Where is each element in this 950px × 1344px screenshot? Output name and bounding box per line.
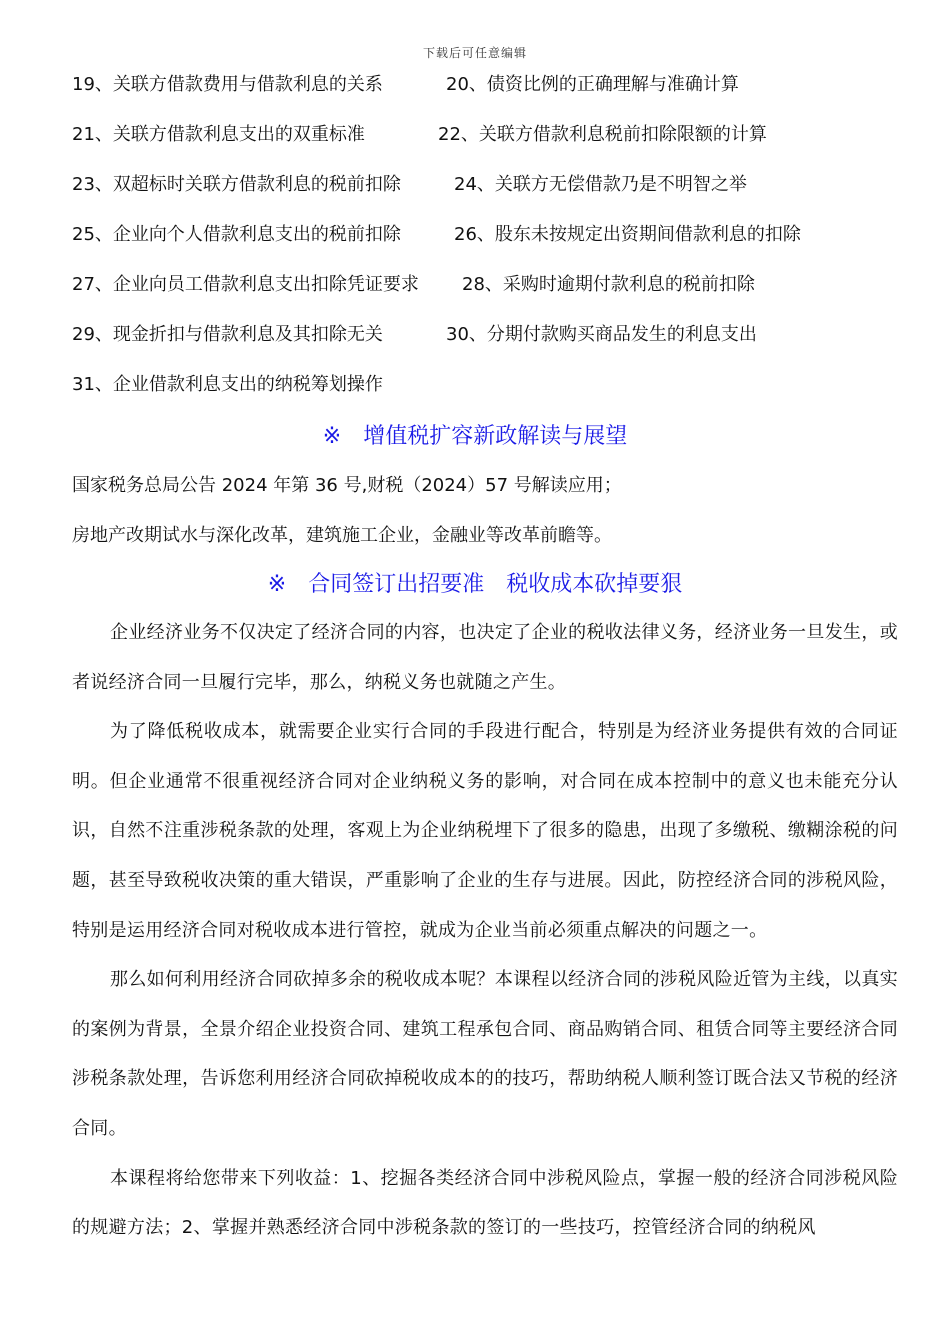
- section-title-contract: ※ 合同签订出招要准 税收成本砍掉要狠: [267, 572, 683, 597]
- outline-item: 24、关联方无偿借款乃是不明智之举: [454, 174, 747, 195]
- outline-item: 21、关联方借款利息支出的双重标准: [72, 124, 365, 145]
- contract-body: [72, 608, 898, 1253]
- outline-item: 22、关联方借款利息税前扣除限额的计算: [438, 124, 767, 145]
- outline-item: 28、采购时逾期付款利息的税前扣除: [462, 274, 755, 295]
- outline-item: 19、关联方借款费用与借款利息的关系: [72, 74, 383, 95]
- header-note: 下载后可任意编辑: [422, 46, 527, 60]
- outline-row: [72, 120, 902, 170]
- outline-row: [72, 220, 902, 270]
- paragraph: 企业经济业务不仅决定了经济合同的内容，也决定了企业的税收法律义务，经济业务一旦发生，或者说经济合同一旦履行完毕，那么，纳税义务也就随之产生。: [72, 622, 898, 693]
- section-title-vat: ※ 增值税扩容新政解读与展望: [322, 424, 628, 449]
- outline-row: [72, 170, 902, 220]
- outline-item: 25、企业向个人借款利息支出的税前扣除: [72, 224, 401, 245]
- paragraph: 为了降低税收成本，就需要企业实行合同的手段进行配合，特别是为经济业务提供有效的合同证明。但企业通常不很重视经济合同对企业纳税义务的影响，对合同在成本控制中的意义也未能充分认识，自然不注重涉税条款的处理，客观上为企业纳税埋下了很多的隐患，出现了多缴税、缴糊涂税的问题，甚至导致税收决策的重大错误，严重影响了企业的生存与进展。因此，防控经济合同的涉税风险，特别是运用经济合同对税收成本进行管控，就成为企业当前必须重点解决的问题之一。: [72, 721, 898, 941]
- outline-item: 27、企业向员工借款利息支出扣除凭证要求: [72, 274, 419, 295]
- paragraph: 本课程将给您带来下列收益：1、挖掘各类经济合同中涉税风险点，掌握一般的经济合同涉税风险的规避方法；2、掌握并熟悉经济合同中涉税条款的签订的一些技巧，控管经济合同的纳税风: [72, 1167, 898, 1239]
- outline-item: 26、股东未按规定出资期间借款利息的扣除: [454, 224, 801, 245]
- outline-item: 23、双超标时关联方借款利息的税前扣除: [72, 174, 401, 195]
- course-outline-list: [72, 70, 902, 420]
- outline-row: [72, 70, 902, 120]
- outline-item: 29、现金折扣与借款利息及其扣除无关: [72, 324, 383, 345]
- outline-row: [72, 270, 902, 320]
- outline-item: 30、分期付款购买商品发生的利息支出: [446, 324, 757, 345]
- outline-row: [72, 320, 902, 370]
- vat-line: 房地产改期试水与深化改革，建筑施工企业，金融业等改革前瞻等。: [72, 525, 612, 546]
- outline-item: 31、企业借款利息支出的纳税筹划操作: [72, 374, 383, 395]
- outline-row: [72, 370, 902, 420]
- outline-item: 20、债资比例的正确理解与准确计算: [446, 74, 739, 95]
- vat-line: 国家税务总局公告 2024 年第 36 号,财税（2024）57 号解读应用；: [72, 475, 622, 496]
- paragraph: 那么如何利用经济合同砍掉多余的税收成本呢？本课程以经济合同的涉税风险近管为主线，以真实的案例为背景，全景介绍企业投资合同、建筑工程承包合同、商品购销合同、租赁合同等主要经济合同涉税条款处理，告诉您利用经济合同砍掉税收成本的的技巧，帮助纳税人顺利签订既合法又节税的经济合同。: [72, 969, 898, 1139]
